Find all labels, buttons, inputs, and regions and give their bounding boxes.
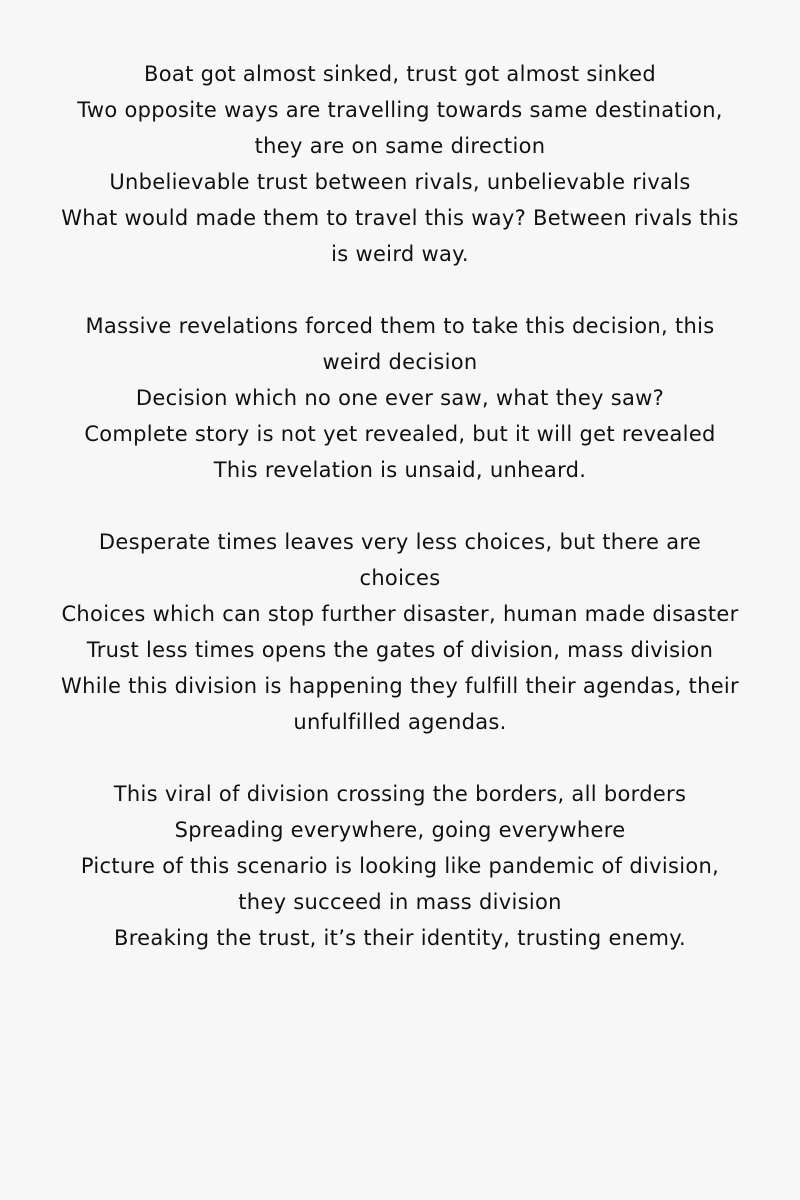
- poem-line: Spreading everywhere, going everywhere: [174, 818, 626, 842]
- poem-line: Massive revelations forced them to take this decision, this weird decision: [85, 314, 715, 374]
- stanza-2: [60, 308, 740, 488]
- poem-line: This revelation is unsaid, unheard.: [213, 458, 587, 482]
- poem-line: Unbelievable trust between rivals, unbelievable rivals: [109, 170, 691, 194]
- poem-line: Picture of this scenario is looking like pandemic of division, they succeed in mass division: [80, 854, 720, 914]
- poem-line: This viral of division crossing the borders, all borders: [113, 782, 687, 806]
- poem-line: Complete story is not yet revealed, but it will get revealed: [84, 422, 716, 446]
- poem-line: Desperate times leaves very less choices, but there are choices: [98, 530, 702, 590]
- poem-line: While this division is happening they fulfill their agendas, their unfulfilled agendas.: [61, 674, 739, 734]
- stanza-4: [60, 776, 740, 956]
- poem-line: Two opposite ways are travelling towards same destination, they are on same direction: [77, 98, 723, 158]
- stanza-3: [60, 524, 740, 740]
- poem-line: What would made them to travel this way? Between rivals this is weird way.: [61, 206, 739, 266]
- poem-line: Boat got almost sinked, trust got almost sinked: [144, 62, 656, 86]
- stanza-1: [60, 56, 740, 272]
- poem-line: Decision which no one ever saw, what they saw?: [135, 386, 665, 410]
- poem-text: [60, 56, 740, 956]
- poem-line: Choices which can stop further disaster, human made disaster: [61, 602, 739, 626]
- poem-line: Trust less times opens the gates of division, mass division: [86, 638, 714, 662]
- poem-line: Breaking the trust, it’s their identity, trusting enemy.: [114, 926, 686, 950]
